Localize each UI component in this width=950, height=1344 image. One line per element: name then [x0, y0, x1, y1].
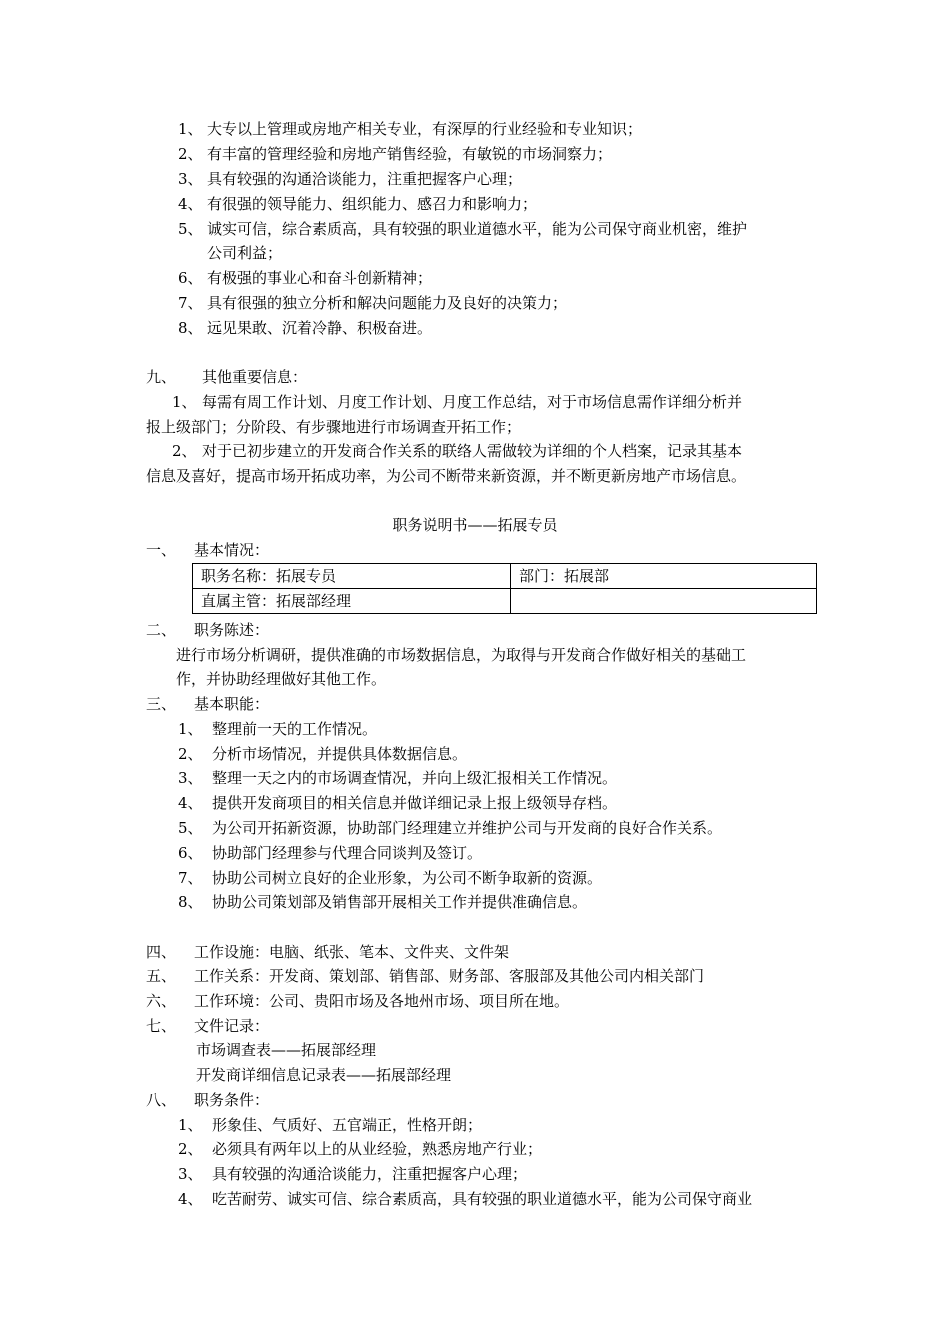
section-line: 六、 工作环境：公司、贵阳市场及各地州市场、项目所在地。 [146, 992, 570, 1010]
req-item: 5、 诚实可信，综合素质高，具有较强的职业道德水平，能为公司保守商业机密，维护 [178, 220, 748, 238]
req-item-continuation: 公司利益； [207, 244, 283, 262]
paragraph-line: 报上级部门；分阶段、有步骤地进行市场调查开拓工作； [146, 418, 522, 436]
record-item: 开发商详细信息记录表——拓展部经理 [196, 1066, 452, 1084]
list-item: 7、 协助公司树立良好的企业形象，为公司不断争取新的资源。 [178, 869, 603, 887]
req-item: 6、 有极强的事业心和奋斗创新精神； [178, 269, 433, 287]
list-item: 4、 提供开发商项目的相关信息并做详细记录上报上级领导存档。 [178, 794, 618, 812]
req-item: 1、 大专以上管理或房地产相关专业，有深厚的行业经验和专业知识； [178, 120, 643, 138]
record-item: 市场调查表——拓展部经理 [196, 1041, 377, 1059]
list-item: 8、 协助公司策划部及销售部开展相关工作并提供准确信息。 [178, 893, 588, 911]
paragraph-line: 信息及喜好，提高市场开拓成功率，为公司不断带来新资源，并不断更新房地产市场信息。 [146, 467, 747, 485]
list-item: 5、 为公司开拓新资源，协助部门经理建立并维护公司与开发商的良好合作关系。 [178, 819, 723, 837]
req-item: 4、 有很强的领导能力、组织能力、感召力和影响力； [178, 195, 538, 213]
list-item: 1、 整理前一天的工作情况。 [178, 720, 378, 738]
list-item: 2、 分析市场情况，并提供具体数据信息。 [178, 745, 468, 763]
list-item: 2、 必须具有两年以上的从业经验，熟悉房地产行业； [178, 1140, 543, 1158]
req-item: 7、 具有很强的独立分析和解决问题能力及良好的决策力； [178, 294, 568, 312]
table-cell: 职务名称：拓展专员 [193, 564, 511, 589]
paragraph-line: 进行市场分析调研，提供准确的市场数据信息，为取得与开发商合作做好相关的基础工 [176, 646, 747, 664]
table-cell [511, 589, 817, 614]
table-cell: 直属主管：拓展部经理 [193, 589, 511, 614]
list-item: 3、 具有较强的沟通洽谈能力，注重把握客户心理； [178, 1165, 528, 1183]
list-item: 6、 协助部门经理参与代理合同谈判及签订。 [178, 844, 483, 862]
list-item: 1、 形象佳、气质好、五官端正，性格开朗； [178, 1116, 483, 1134]
req-item: 3、 具有较强的沟通洽谈能力，注重把握客户心理； [178, 170, 523, 188]
paragraph-line: 1、 每需有周工作计划、月度工作计划、月度工作总结，对于市场信息需作详细分析并 [172, 393, 743, 411]
req-item: 2、 有丰富的管理经验和房地产销售经验，有敏锐的市场洞察力； [178, 145, 613, 163]
list-item: 4、 吃苦耐劳、诚实可信、综合素质高，具有较强的职业道德水平，能为公司保守商业 [178, 1190, 753, 1208]
section-line: 四、 工作设施：电脑、纸张、笔本、文件夹、文件架 [146, 943, 510, 961]
req-item: 8、 远见果敢、沉着冷静、积极奋进。 [178, 319, 433, 337]
table-row [193, 564, 817, 589]
list-item: 3、 整理一天之内的市场调查情况，并向上级汇报相关工作情况。 [178, 769, 618, 787]
table-row [193, 589, 817, 614]
basic-info-table [192, 563, 817, 614]
section-heading: 二、 职务陈述： [146, 621, 270, 639]
paragraph-line: 作，并协助经理做好其他工作。 [176, 670, 387, 688]
section-heading: 七、 文件记录： [146, 1017, 270, 1035]
table-cell: 部门：拓展部 [511, 564, 817, 589]
document-title: 职务说明书——拓展专员 [392, 516, 558, 534]
section-heading: 一、 基本情况： [146, 541, 270, 559]
section-heading: 八、 职务条件： [146, 1091, 270, 1109]
section-line: 五、 工作关系：开发商、策划部、销售部、财务部、客服部及其他公司内相关部门 [146, 967, 705, 985]
paragraph-line: 2、 对于已初步建立的开发商合作关系的联络人需做较为详细的个人档案，记录其基本 [172, 442, 743, 460]
section-heading: 三、 基本职能： [146, 695, 270, 713]
section-heading: 九、 其他重要信息： [146, 368, 308, 386]
